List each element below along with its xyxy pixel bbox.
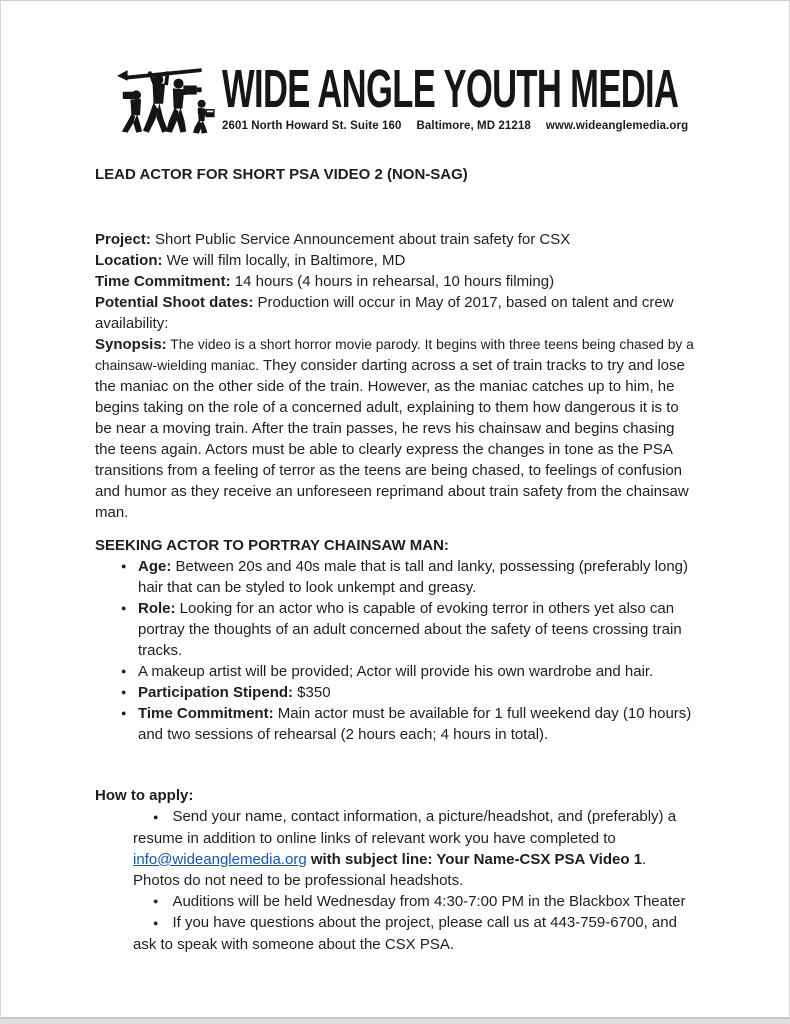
text-segment: We will film locally, in Baltimore, MD (162, 252, 406, 269)
letterhead-text (222, 59, 790, 137)
job-title: LEAD ACTOR FOR SHORT PSA VIDEO 2 (NON-SAG) (95, 166, 468, 183)
text-segment: Role: (138, 600, 176, 617)
seeking-list-item (138, 661, 697, 682)
text-segment: with subject line: Your Name-CSX PSA Video 1 (310, 850, 643, 868)
email-link[interactable]: info@wideanglemedia.org (133, 850, 307, 868)
seeking-list-item (138, 598, 697, 661)
text-segment: Participation Stipend: (138, 684, 294, 701)
text-segment: Between 20s and 40s male that is tall and lanky, possessing (preferably long) hair that can be styled to look unkempt and greasy. (138, 558, 689, 596)
text-segment: Send your name, contact information, a picture/headshot, and (preferably) a resume in addition to online links of relevant work you have completed to (133, 808, 677, 847)
seeking-list-item (138, 703, 697, 745)
logo-address (222, 116, 790, 137)
detail-line (95, 334, 697, 523)
text-segment: A makeup artist will be provided; Actor will provide his own wardrobe and hair. (138, 663, 654, 680)
text-segment: Location: (95, 252, 163, 269)
seeking-list-item (138, 556, 697, 598)
text-segment: Main actor must be available for 1 full weekend day (10 hours) and two sessions of rehearsal (2 hours each; 4 hours in total). (138, 705, 692, 743)
text-segment: Potential Shoot dates: (95, 294, 254, 311)
document-content (1, 1, 789, 955)
apply-list (95, 806, 697, 955)
text-segment: 14 hours (4 hours in rehearsal, 10 hours filming) (230, 273, 555, 290)
letterhead (117, 57, 697, 137)
project-details (95, 229, 697, 523)
text-segment: Project: (95, 231, 151, 248)
text-segment: The video is a short horror movie parody. It begins with three teens being chased by a chainsaw-wielding maniac. (95, 337, 694, 373)
text-segment: $350 (293, 684, 331, 701)
apply-list-item (95, 912, 697, 955)
text-segment: Time Commitment: (138, 705, 274, 722)
apply-heading: How to apply: (95, 787, 194, 804)
detail-line (95, 250, 697, 271)
apply-list-item (95, 891, 697, 913)
text-segment: Looking for an actor who is capable of evoking terror in others yet also can portray the thoughts of an adult concerned about the safety of teens crossing train tracks. (138, 600, 682, 659)
seeking-list-item (138, 682, 697, 703)
text-segment: They consider darting across a set of train tracks to try and lose the maniac on the other side of the train. However, as the maniac catches up to him, he begins taking on the role of a concerned adult, explaining to them how dangerous it is to be near a moving train. After the train passes, he revs his chainsaw and begins chasing the teens again. Actors must be able to clearly express the changes in tone as the PSA transitions from a feeling of terror as the teens are being chased, to feelings of confusion and humor as they receive an unforeseen reprimand about train safety from the chainsaw man. (95, 357, 689, 521)
detail-line (95, 292, 697, 334)
text-segment: Time Commitment: (95, 273, 231, 290)
text-segment: If you have questions about the project, please call us at 443-759-6700, and ask to speak with someone about the CSX PSA. (133, 914, 677, 953)
text-segment: www.wideanglemedia.org (545, 120, 689, 132)
text-segment: . Photos do not need to be professional headshots. (133, 850, 647, 889)
text-segment: Short Public Service Announcement about train safety for CSX (150, 231, 571, 248)
seeking-list (95, 556, 697, 745)
detail-line (95, 271, 697, 292)
youth-filmmakers-silhouette-icon (117, 59, 217, 137)
text-segment: Production will occur in May of 2017, based on talent and crew availability: (95, 294, 674, 332)
logo-wordmark: WIDE ANGLE YOUTH MEDIA (222, 59, 679, 119)
text-segment: Auditions will be held Wednesday from 4:30-7:00 PM in the Blackbox Theater (172, 892, 686, 910)
text-segment: 2601 North Howard St. Suite 160 (222, 120, 402, 132)
text-segment: Baltimore, MD 21218 (416, 120, 531, 132)
detail-line (95, 229, 697, 250)
apply-list-item (95, 806, 697, 891)
seeking-heading: SEEKING ACTOR TO PORTRAY CHAINSAW MAN: (95, 537, 449, 554)
text-segment: Synopsis: (95, 336, 167, 353)
text-segment: Age: (138, 558, 172, 575)
